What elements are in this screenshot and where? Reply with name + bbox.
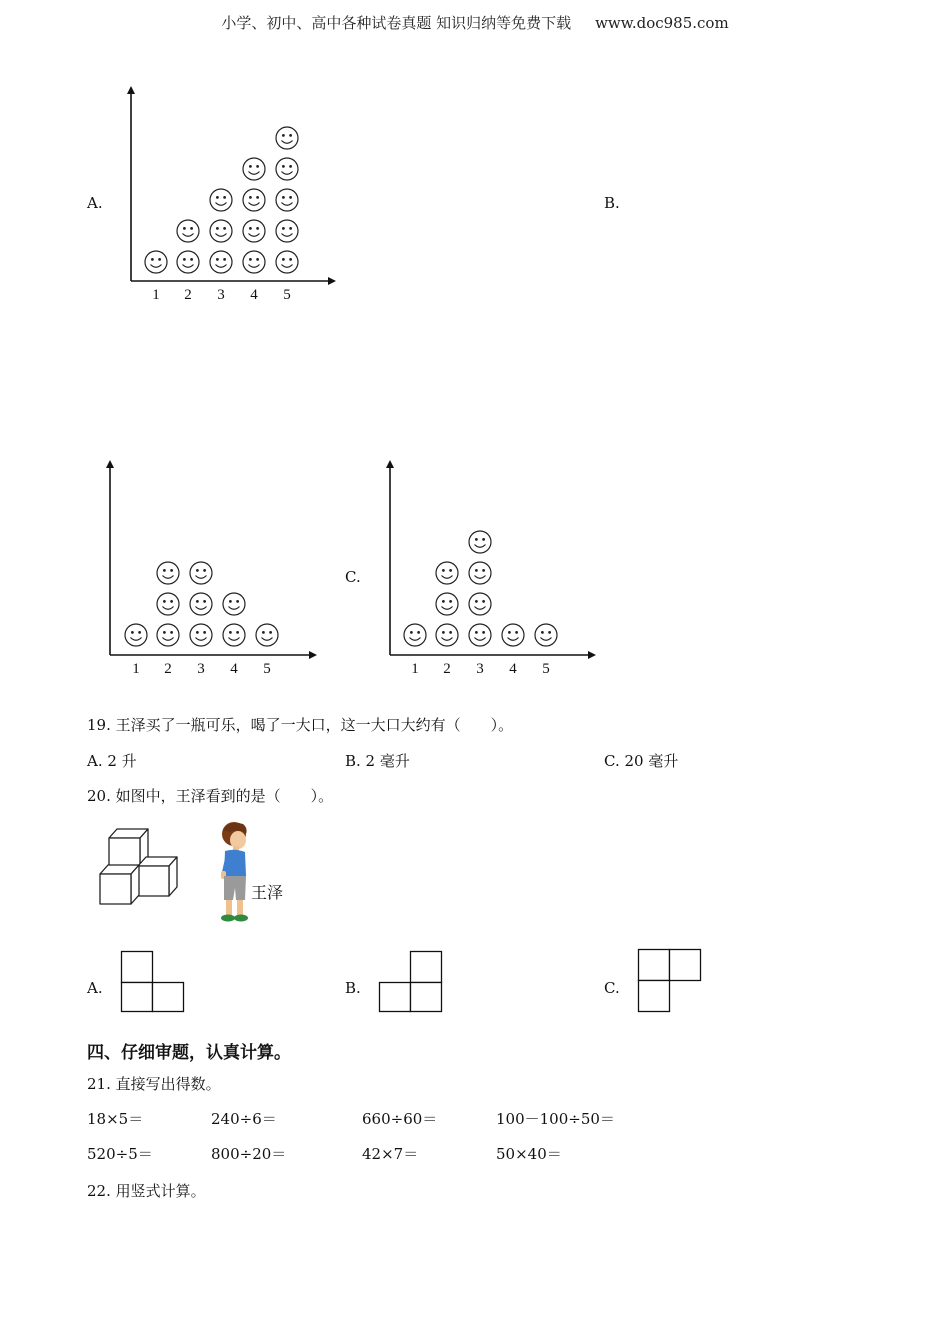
smiley-icon — [177, 220, 199, 242]
smiley-icon — [210, 189, 232, 211]
smiley-icon — [243, 251, 265, 273]
smiley-icon — [223, 624, 245, 646]
smiley-icon — [190, 562, 212, 584]
smiley-icon — [404, 624, 426, 646]
smiley-icon — [157, 624, 179, 646]
smiley-icon — [243, 158, 265, 180]
smiley-icon — [436, 593, 458, 615]
chart-a — [131, 88, 334, 303]
header-site-url: www.doc985.com — [595, 14, 729, 32]
smiley-icon — [502, 624, 524, 646]
smiley-icon — [276, 158, 298, 180]
smiley-icon — [469, 624, 491, 646]
q21-question: 21. 直接写出得数。 — [87, 1075, 221, 1093]
section-4-title: 四、仔细审题，认真计算。 — [87, 1043, 291, 1063]
q19-question: 19. 王泽买了一瓶可乐，喝了一大口，这一大口大约有（ ）。 — [87, 716, 514, 734]
q21-item: 240÷6＝ — [211, 1110, 277, 1128]
x-tick-label: 4 — [509, 661, 517, 677]
x-tick-label: 5 — [263, 661, 271, 677]
q20-option-a-shape — [120, 950, 186, 1014]
smiley-icon — [243, 189, 265, 211]
smiley-icon — [190, 624, 212, 646]
x-tick-label: 3 — [476, 661, 484, 677]
person-label: 王泽 — [251, 883, 284, 902]
q21-item: 100－100÷50＝ — [496, 1110, 615, 1128]
q22-question: 22. 用竖式计算。 — [87, 1182, 206, 1200]
x-tick-label: 1 — [152, 287, 160, 303]
smiley-icon — [535, 624, 557, 646]
smiley-icon — [177, 251, 199, 273]
smiley-icon — [210, 251, 232, 273]
smiley-icon — [210, 220, 232, 242]
x-tick-label: 1 — [411, 661, 419, 677]
chart-b — [110, 462, 315, 677]
q20-question: 20. 如图中，王泽看到的是（ ）。 — [87, 787, 334, 805]
smiley-icon — [223, 593, 245, 615]
x-tick-label: 5 — [283, 287, 291, 303]
smiley-icon — [469, 593, 491, 615]
x-tick-label: 3 — [197, 661, 205, 677]
smiley-icon — [125, 624, 147, 646]
q21-item: 800÷20＝ — [211, 1145, 287, 1163]
smiley-icon — [190, 593, 212, 615]
x-tick-label: 3 — [217, 287, 225, 303]
smiley-icon — [157, 593, 179, 615]
smiley-icon — [276, 127, 298, 149]
smiley-icon — [469, 562, 491, 584]
q21-item: 50×40＝ — [496, 1145, 562, 1163]
x-tick-label: 2 — [164, 661, 172, 677]
q20-option-c-label: C. — [604, 979, 620, 997]
boy-figure — [210, 818, 260, 928]
q19-option-a: A. 2 升 — [87, 752, 137, 770]
q21-item: 520÷5＝ — [87, 1145, 153, 1163]
smiley-icon — [436, 562, 458, 584]
smiley-icon — [436, 624, 458, 646]
x-tick-label: 1 — [132, 661, 140, 677]
smiley-icon — [276, 251, 298, 273]
q20-option-b-label: B. — [345, 979, 361, 997]
q18-option-a-label: A. — [87, 194, 103, 212]
q21-item: 660÷60＝ — [362, 1110, 438, 1128]
q21-item: 42×7＝ — [362, 1145, 419, 1163]
chart-c — [390, 462, 594, 677]
x-tick-label: 4 — [250, 287, 258, 303]
q20-option-c-shape — [637, 948, 703, 1014]
smiley-icon — [145, 251, 167, 273]
smiley-icon — [276, 220, 298, 242]
q18-option-c-label: C. — [345, 568, 361, 586]
x-tick-label: 5 — [542, 661, 550, 677]
q19-option-b: B. 2 毫升 — [345, 752, 410, 770]
cube-stack-figure — [95, 822, 195, 912]
q19-option-c: C. 20 毫升 — [604, 752, 679, 770]
x-tick-label: 2 — [443, 661, 451, 677]
q18-option-b-label: B. — [604, 194, 620, 212]
smiley-icon — [256, 624, 278, 646]
q20-option-a-label: A. — [87, 979, 103, 997]
header-left-text: 小学、初中、高中各种试卷真题 知识归纳等免费下载 — [221, 14, 572, 32]
q21-item: 18×5＝ — [87, 1110, 144, 1128]
smiley-icon — [157, 562, 179, 584]
q20-option-b-shape — [378, 950, 444, 1014]
smiley-icon — [243, 220, 265, 242]
smiley-icon — [469, 531, 491, 553]
smiley-icon — [276, 189, 298, 211]
x-tick-label: 2 — [184, 287, 192, 303]
x-tick-label: 4 — [230, 661, 238, 677]
